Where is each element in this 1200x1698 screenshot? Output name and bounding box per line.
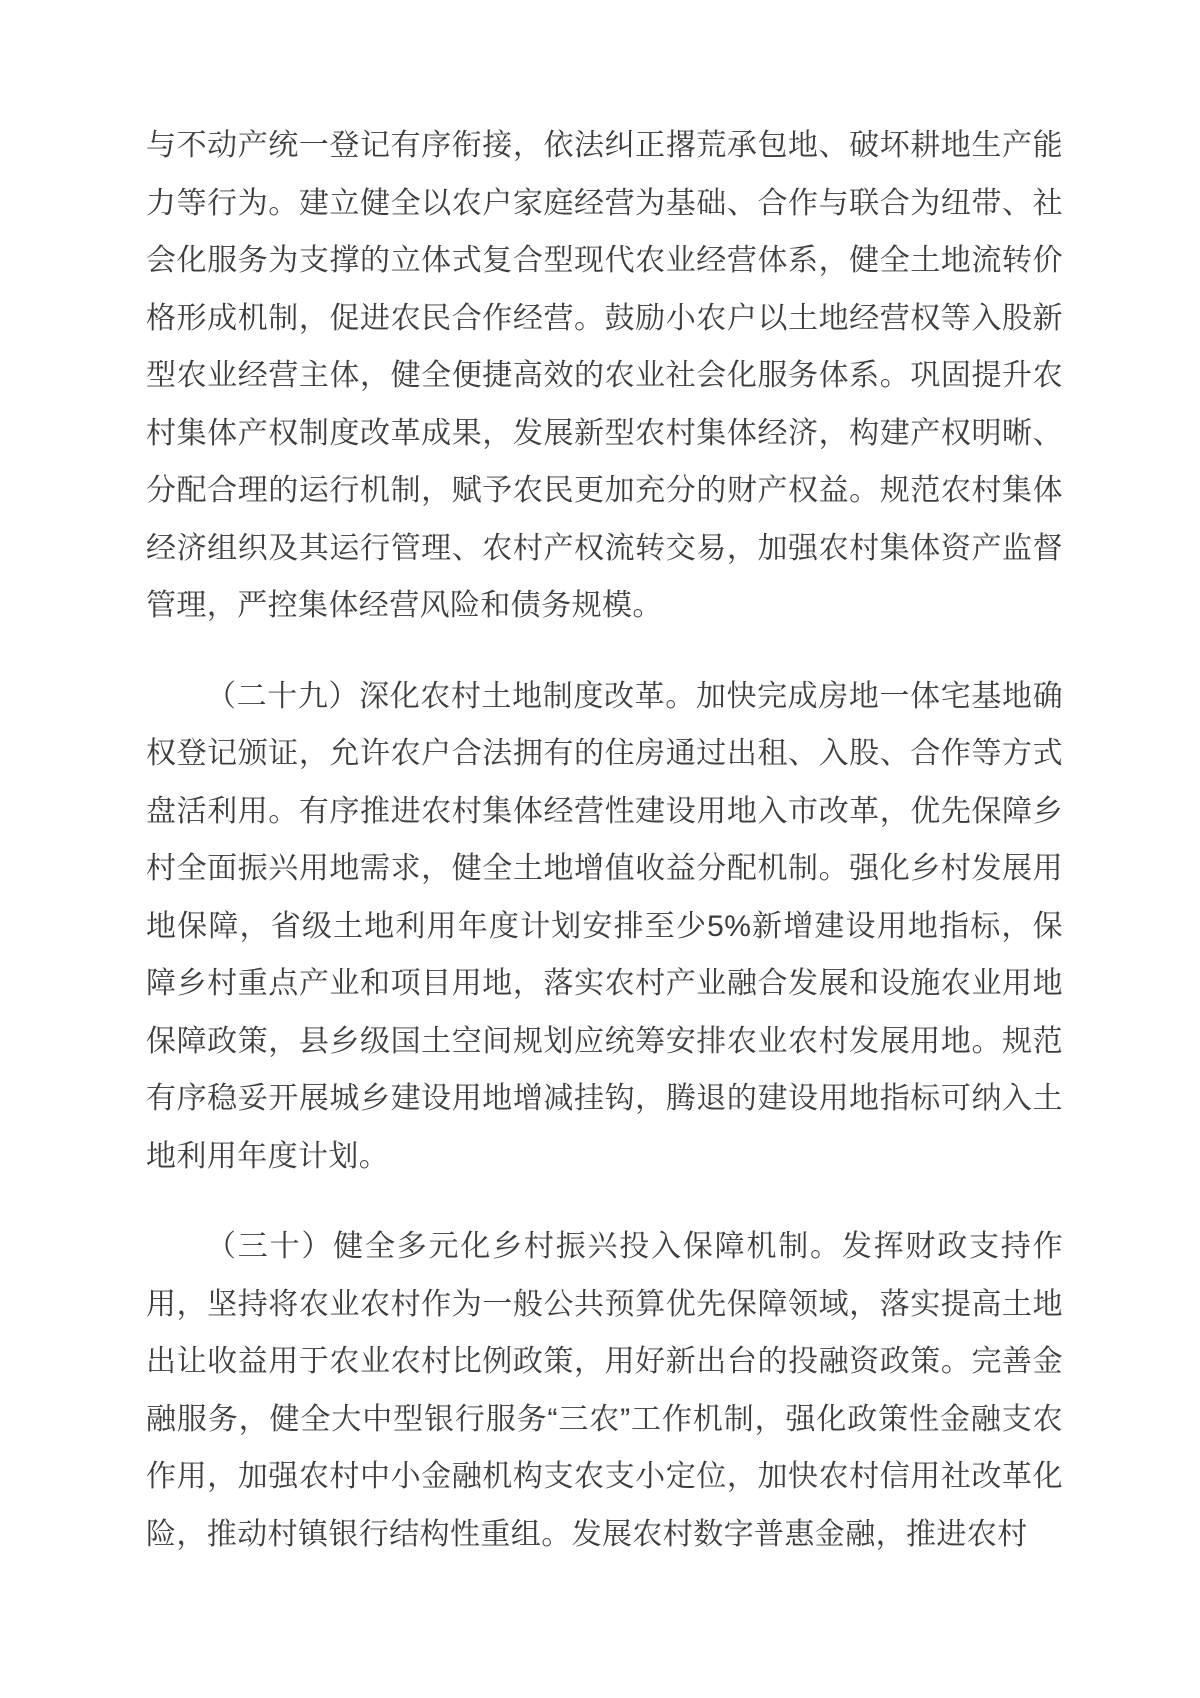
document-body [146,117,1063,1563]
paragraph-continuation: 与不动产统一登记有序衔接，依法纠正撂荒承包地、破坏耕地生产能力等行为。建立健全以农户家庭经营为基础、合作与联合为纽带、社会化服务为支撑的立体式复合型现代农业经营体系，健全土地流转价格形成机制，促进农民合作经营。鼓励小农户以土地经营权等入股新型农业经营主体，健全便捷高效的农业社会化服务体系。巩固提升农村集体产权制度改革成果，发展新型农村集体经济，构建产权明晰、分配合理的运行机制，赋予农民更加充分的财产权益。规范农村集体经济组织及其运行管理、农村产权流转交易，加强农村集体资产监督管理，严控集体经营风险和债务规模。 [146,129,1063,622]
paragraph-section-30: （三十）健全多元化乡村振兴投入保障机制。发挥财政支持作用，坚持将农业农村作为一般公共预算优先保障领域，落实提高土地出让收益用于农业农村比例政策，用好新出台的投融资政策。完善金融服务，健全大中型银行服务“三农”工作机制，强化政策性金融支农作用，加强农村中小金融机构支农支小定位，加快农村信用社改革化险，推动村镇银行结构性重组。发展农村数字普惠金融，推进农村 [146,1230,1063,1551]
paragraph-section-29: （二十九）深化农村土地制度改革。加快完成房地一体宅基地确权登记颁证，允许农户合法拥有的住房通过出租、入股、合作等方式盘活利用。有序推进农村集体经营性建设用地入市改革，优先保障乡村全面振兴用地需求，健全土地增值收益分配机制。强化乡村发展用地保障，省级土地利用年度计划安排至少5%新增建设用地指标，保障乡村重点产业和项目用地，落实农村产业融合发展和设施农业用地保障政策，县乡级国土空间规划应统筹安排农业农村发展用地。规范有序稳妥开展城乡建设用地增减挂钩，腾退的建设用地指标可纳入土地利用年度计划。 [146,679,1063,1173]
